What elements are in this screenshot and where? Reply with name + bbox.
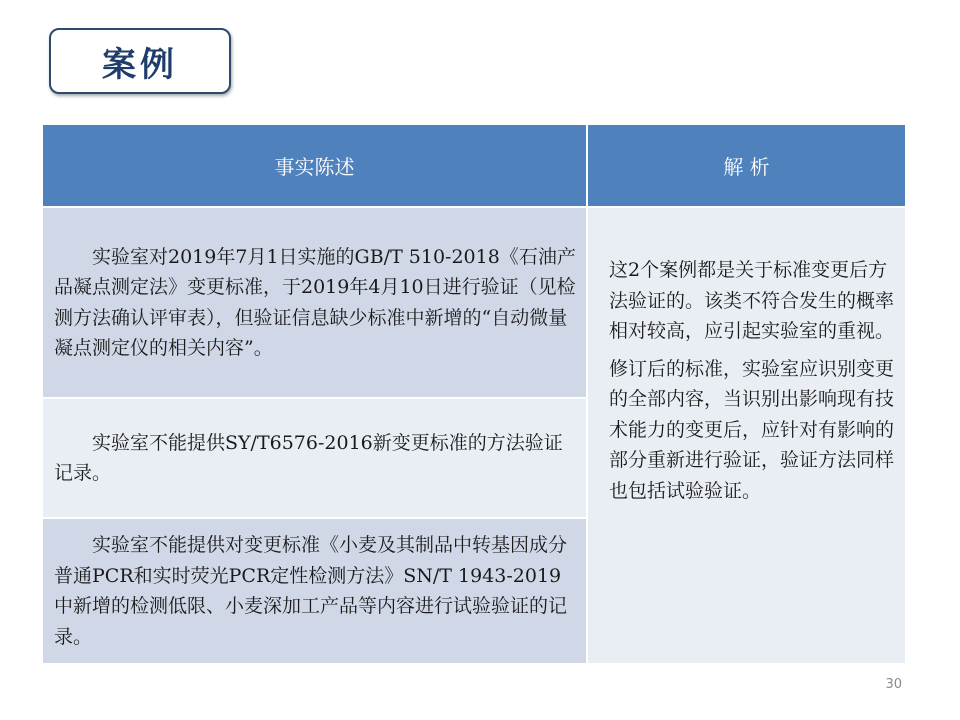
header-facts: 事实陈述 — [43, 125, 586, 206]
fact-text-1: 实验室对2019年7月1日实施的GB/T 510-2018《石油产品凝点测定法》变更标准，于2019年4月10日进行验证（见检测方法确认评审表），但验证信息缺少标准中新增的“自动微量凝点测定仪的相关内容”。 — [54, 245, 576, 359]
fact-cell-2 — [43, 399, 586, 517]
fact-text-3: 实验室不能提供对变更标准《小麦及其制品中转基因成分普通PCR和实时荧光PCR定性检测方法》SN/T 1943-2019中新增的检测低限、小麦深加工产品等内容进行试验验证的记录。 — [54, 534, 568, 648]
analysis-paragraph-1: 这2个案例都是关于标准变更后方法验证的。该类不符合发生的概率相对较高，应引起实验室的重视。 — [609, 259, 895, 342]
analysis-paragraph-2: 修订后的标准，实验室应识别变更的全部内容，当识别出影响现有技术能力的变更后，应针对有影响的部分重新进行验证，验证方法同样也包括试验验证。 — [609, 357, 895, 502]
fact-cell-3 — [43, 519, 586, 663]
analysis-cell — [588, 208, 905, 663]
header-analysis: 解 析 — [588, 125, 905, 206]
fact-cell-1 — [43, 208, 586, 397]
slide-title: 案例 — [102, 44, 178, 85]
page-number: 30 — [885, 677, 902, 692]
title-box — [49, 28, 231, 94]
table-header-row — [43, 125, 905, 206]
fact-text-2: 实验室不能提供SY/T6576-2016新变更标准的方法验证记录。 — [54, 431, 563, 484]
